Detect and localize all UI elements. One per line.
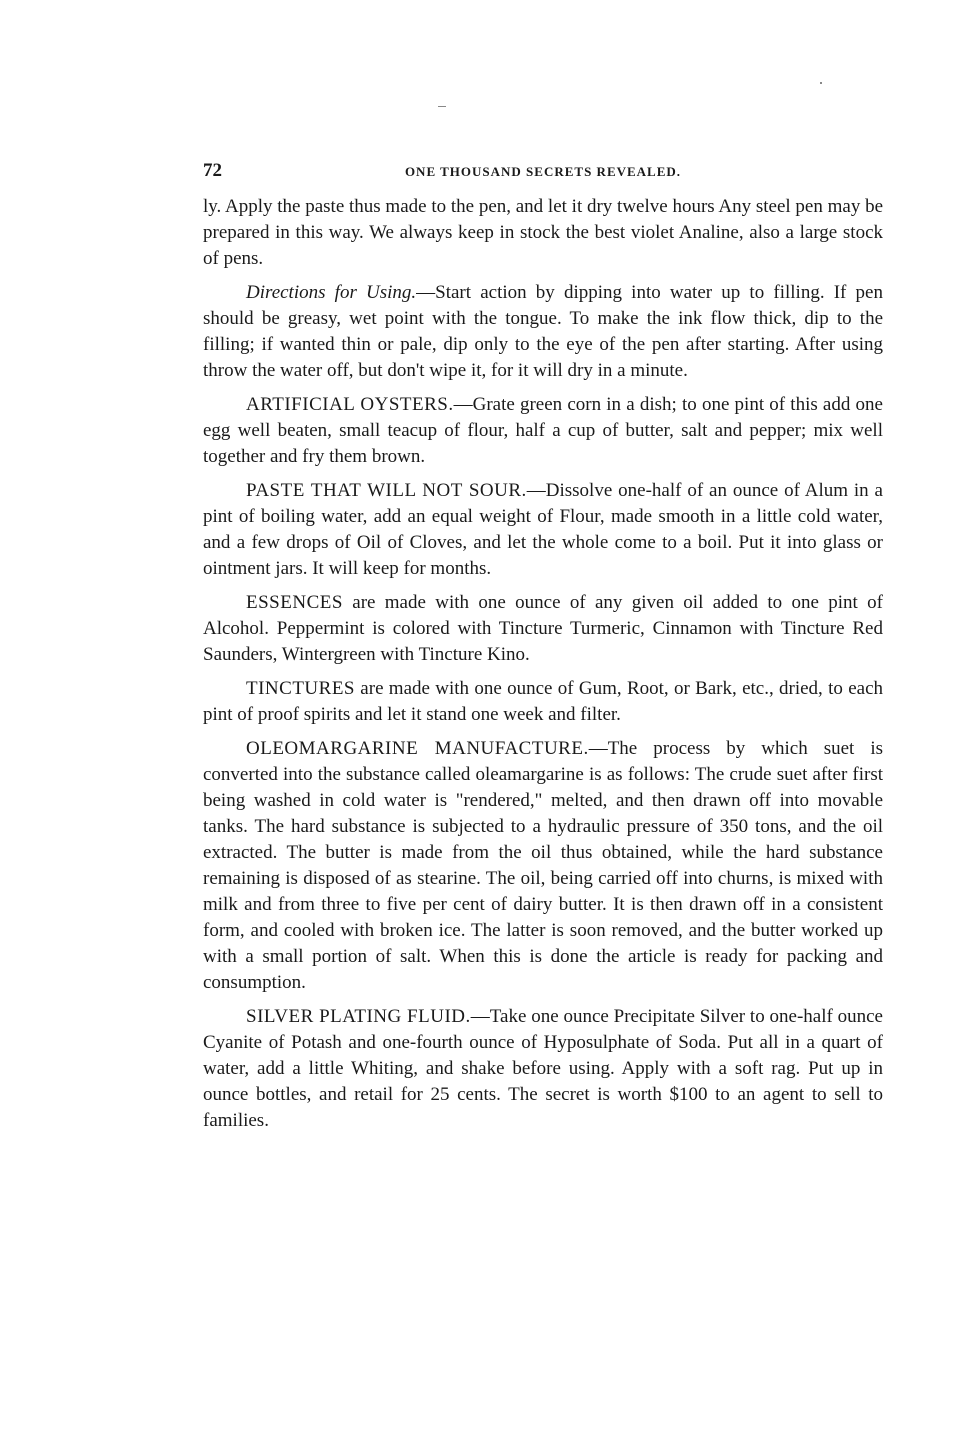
paragraph-text: —Start action by dipping into water up to filling. If pen should be greasy, wet point with the tongue. To make the ink flow thick, dip to the filling; if wanted thin or pale, dip only to the eye of the pen after starting. After using throw the water off, but don't wipe it, for it will dry in a minute. — [203, 282, 883, 381]
paragraph-paste — [203, 478, 883, 582]
paragraph-heading: ESSENCES — [246, 592, 343, 613]
paragraph-directions — [203, 280, 883, 384]
page-number: 72 — [203, 160, 222, 181]
paragraph-text: are made with one ounce of any given oil added to one pint of Alcohol. Peppermint is colored with Tincture Turmeric, Cinnamon with Tincture Red Saunders, Wintergreen with Tincture Kino. — [203, 592, 883, 665]
paragraph-heading: Directions for Using. — [246, 282, 417, 303]
paragraph-heading: ARTIFICIAL OYSTERS. — [246, 394, 454, 415]
running-head — [203, 160, 883, 194]
paragraph-continued — [203, 194, 883, 272]
scan-speck-corner — [820, 82, 822, 84]
paragraph-heading: PASTE THAT WILL NOT SOUR. — [246, 480, 527, 501]
paragraph-heading: TINCTURES — [246, 678, 355, 699]
paragraph-text: —The process by which suet is converted into the substance called oleamargarine is as follows: The crude suet after first being washed in cold water is "rendered," melted, and then drawn off into movable tanks. The hard substance is subjected to a hydraulic pressure of 350 tons, and the oil extracted. The butter is made from the oil thus obtained, while the hard substance remaining is disposed of as stearine. The oil, being carried off into churns, is mixed with milk and from three to five per cent of dairy butter. It is then drawn off in a consistent form, and cooled with broken ice. The latter is soon removed, and the butter worked up with a small portion of salt. When this is done the article is ready for packing and consumption. — [203, 738, 884, 993]
paragraph-heading: SILVER PLATING FLUID. — [246, 1006, 471, 1027]
paragraph-text: ly. Apply the paste thus made to the pen, and let it dry twelve hours Any steel pen may be prepared in this way. We always keep in stock the best violet Analine, also a large stock of pens. — [203, 196, 883, 269]
paragraph-artificial-oysters — [203, 392, 883, 470]
paragraph-silver-plating — [203, 1004, 883, 1134]
paragraph-oleomargarine — [203, 736, 883, 996]
paragraph-text: —Take one ounce Precipitate Silver to one-half ounce Cyanite of Potash and one-fourth ounce of Hyposulphate of Soda. Put all in a quart of water, add a little Whiting, and shake before using. Apply with a soft rag. Put up in ounce bottles, and retail for 25 cents. The secret is worth $100 to an agent to sell to families. — [203, 1006, 883, 1131]
book-page — [203, 160, 883, 1134]
paragraph-heading: OLEOMARGARINE MANUFACTURE. — [246, 738, 589, 759]
paragraph-essences — [203, 590, 883, 668]
paragraph-text: —Dissolve one-half of an ounce of Alum in a pint of boiling water, add an equal weight of Flour, made smooth in a little cold water, and a few drops of Oil of Cloves, and let the whole come to a boil. Put it into glass or ointment jars. It will keep for months. — [203, 480, 883, 579]
paragraph-text: —Grate green corn in a dish; to one pint of this add one egg well beaten, small teacup of flour, half a cup of butter, salt and pepper; mix well together and fry them brown. — [203, 394, 883, 467]
running-title: ONE THOUSAND SECRETS REVEALED. — [404, 164, 682, 179]
paragraph-tinctures — [203, 676, 883, 728]
scan-speck-top — [438, 106, 446, 107]
paragraph-text: are made with one ounce of Gum, Root, or Bark, etc., dried, to each pint of proof spirits and let it stand one week and filter. — [203, 678, 883, 725]
